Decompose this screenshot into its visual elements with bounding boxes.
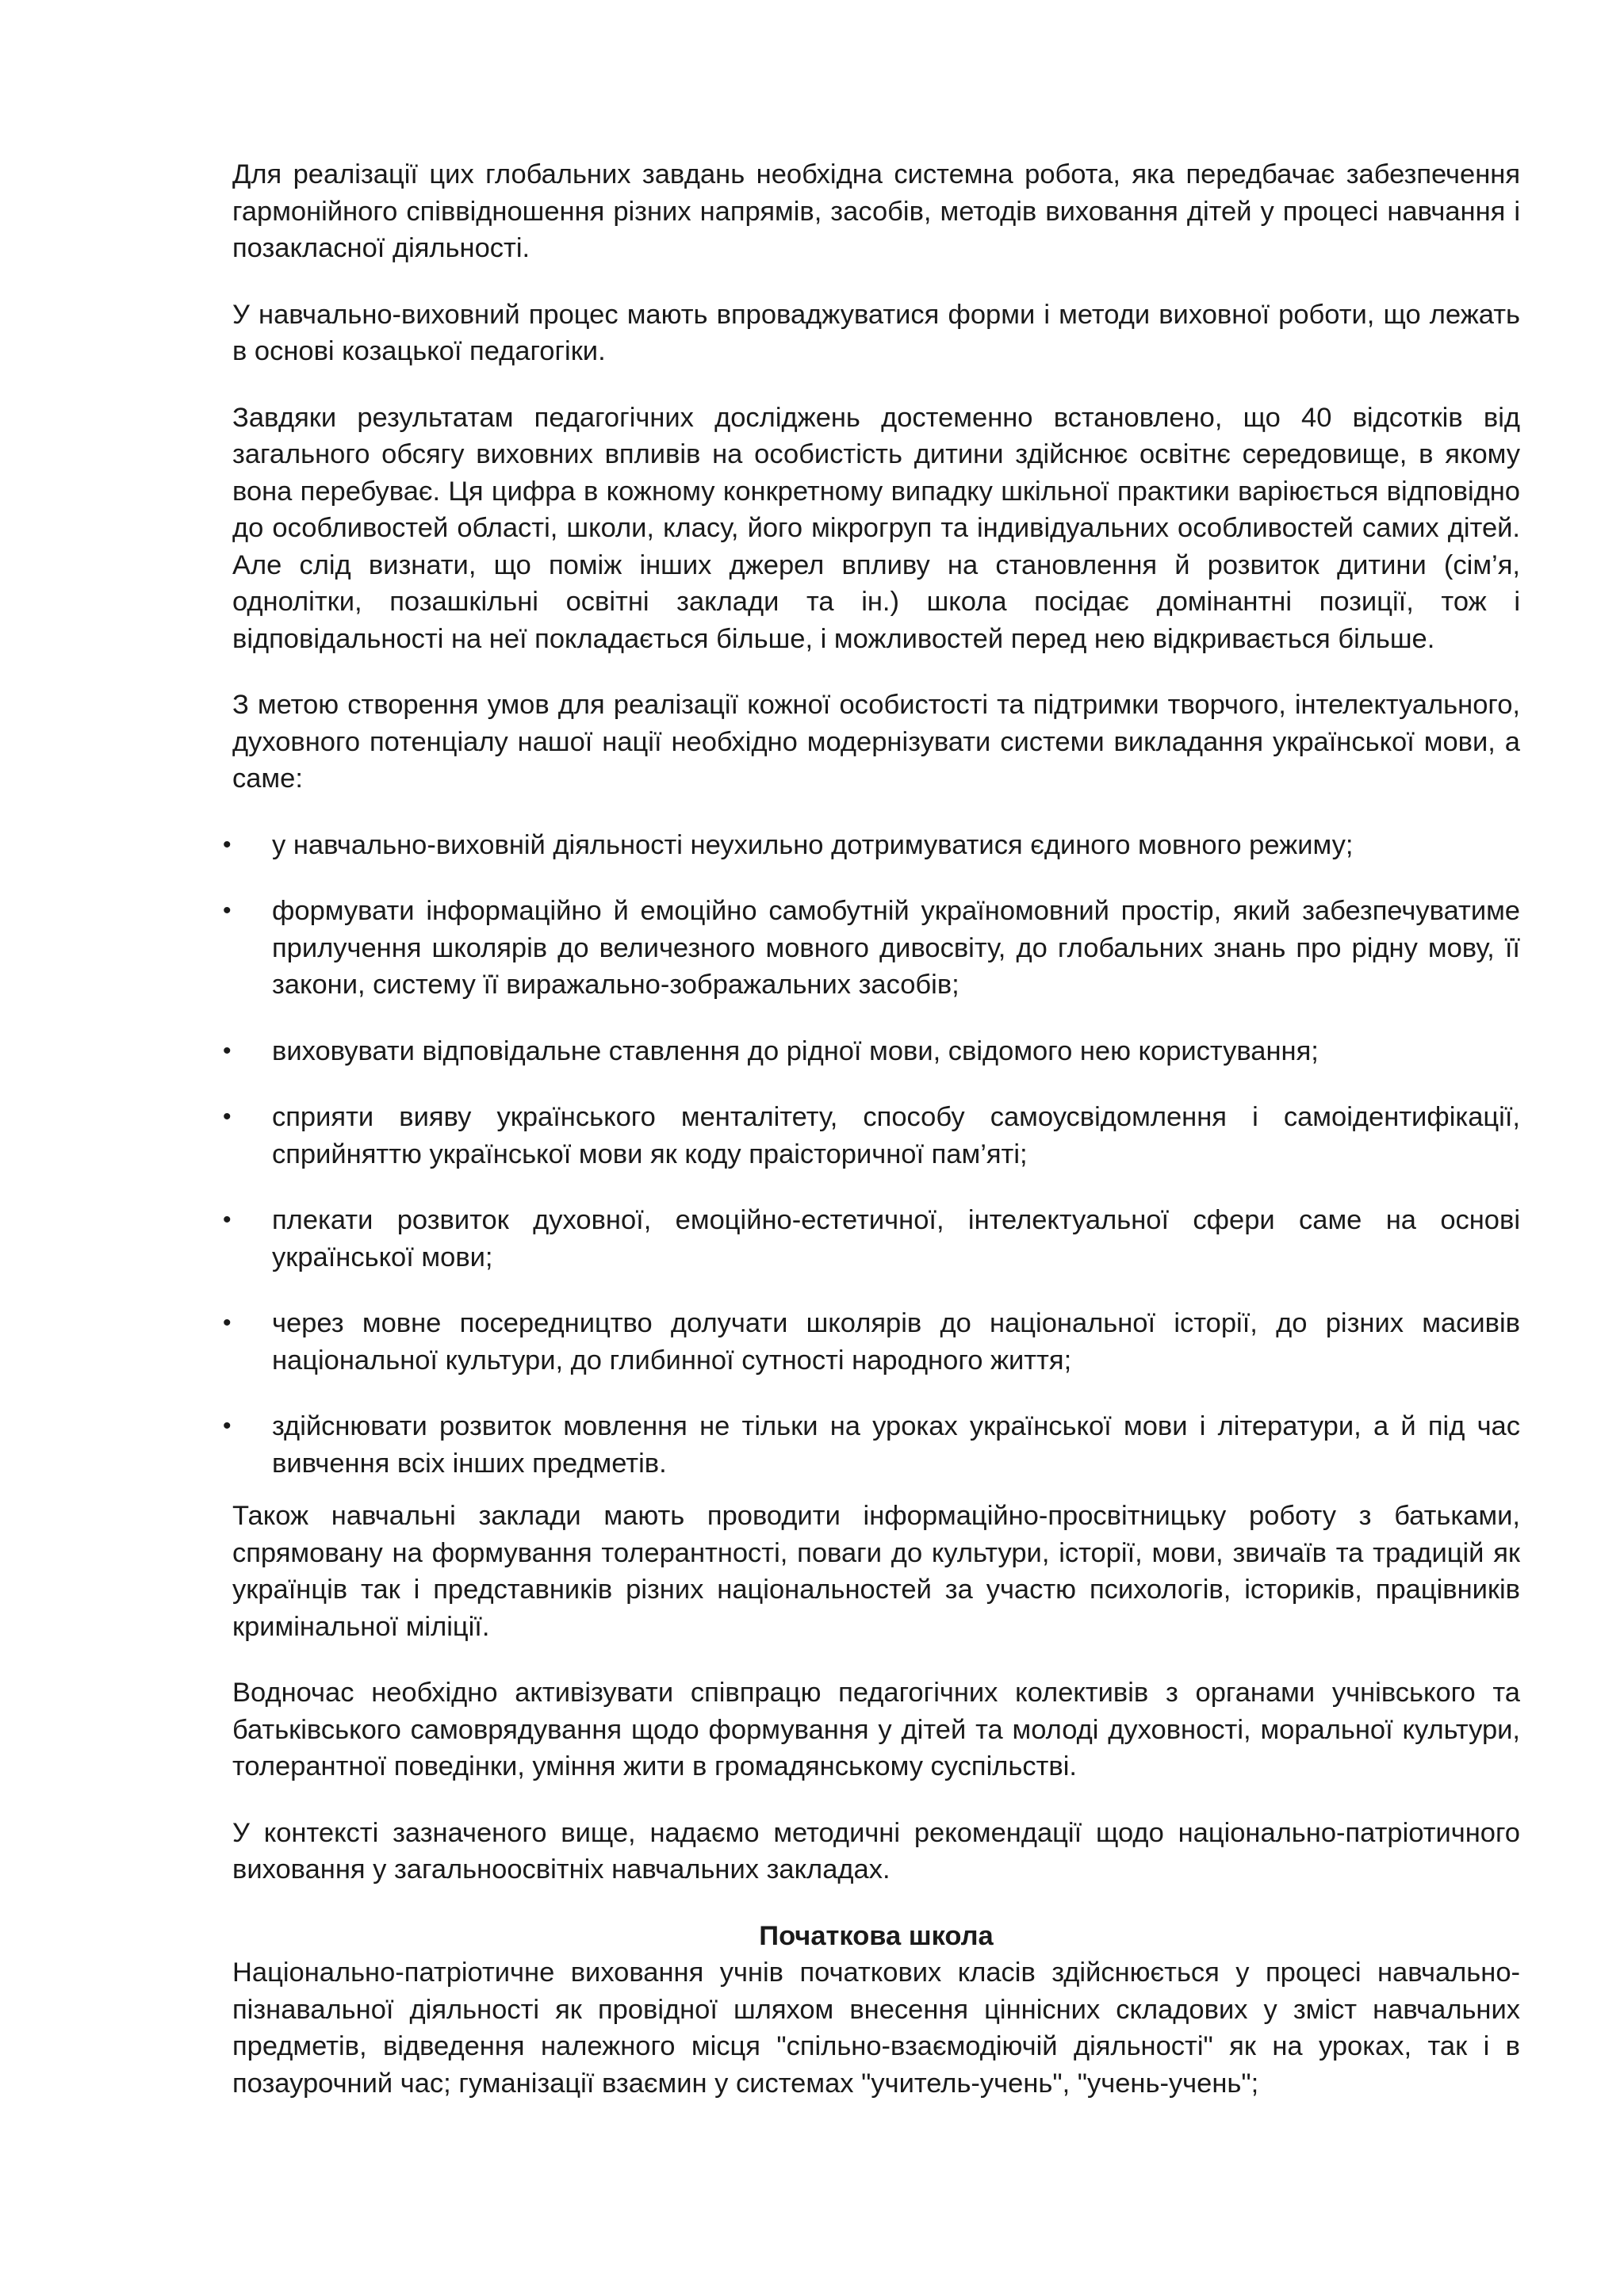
section-paragraph: Національно-патріотичне виховання учнів початкових класів здійснюється у процесі навчально-пізнавальної діяльності як провідної шляхом внесення ціннісних складових у зміст навчальних предметів, відведення належного місця "спільно-взаємодіючій діяльності" як на уроках, так і в позаурочний час; гуманізації взаємин у системах "учитель-учень", "учень-учень"; (232, 1957, 1520, 2099)
list-item-text: плекати розвиток духовної, емоційно-естетичної, інтелектуальної сфери саме на основі української мови; (272, 1205, 1520, 1272)
bullet-icon: • (223, 1413, 232, 1439)
recommendation-list (223, 827, 1520, 1483)
bullet-icon: • (223, 897, 232, 924)
list-item (223, 1099, 1520, 1173)
list-item-text: через мовне посередництво долучати школярів до національної історії, до різних масивів національної культури, до глибинної сутності народного життя; (272, 1308, 1520, 1376)
paragraph: Також навчальні заклади мають проводити інформаційно-просвітницьку роботу з батьками, спрямовану на формування толерантності, поваги до культури, історії, мови, звичаїв та традицій як українців так і представників різних національностей за участю психологів, істориків, працівників кримінальної міліції. (232, 1501, 1520, 1642)
paragraph: Для реалізації цих глобальних завдань необхідна системна робота, яка передбачає забезпечення гармонійного співвідношення різних напрямів, засобів, методів виховання дітей у процесі навчання і позакласної діяльності. (232, 159, 1520, 263)
paragraph: У навчально-виховний процес мають впроваджуватися форми і методи виховної роботи, що лежать в основі козацької педагогіки. (232, 299, 1520, 366)
list-item (223, 1033, 1520, 1070)
paragraph: З метою створення умов для реалізації кожної особистості та підтримки творчого, інтелектуального, духовного потенціалу нашої нації необхідно модернізувати системи викладання української мови, а саме: (232, 690, 1520, 794)
bullet-icon: • (223, 1310, 232, 1336)
document-page (223, 156, 1520, 2102)
bullet-icon: • (223, 831, 232, 858)
paragraph: Водночас необхідно активізувати співпрацю педагогічних колективів з органами учнівського та батьківського самоврядування щодо формування у дітей та молоді духовності, моральної культури, толерантної поведінки, уміння жити в громадянському суспільстві. (232, 1678, 1520, 1781)
list-item-text: здійснювати розвиток мовлення не тільки на уроках української мови і літератури, а й під час вивчення всіх інших предметів. (272, 1411, 1520, 1479)
list-item-text: виховувати відповідальне ставлення до рідної мови, свідомого нею користування; (272, 1035, 1319, 1066)
list-item (223, 827, 1520, 864)
list-item (223, 1202, 1520, 1276)
list-item-text: сприяти вияву українського менталітету, способу самоусвідомлення і самоідентифікації, сприйняттю української мови як коду праісторичної пам’яті; (272, 1102, 1520, 1169)
bullet-icon: • (223, 1207, 232, 1233)
list-item (223, 1305, 1520, 1379)
section-heading: Початкова школа (759, 1920, 994, 1951)
paragraph: Завдяки результатам педагогічних досліджень достеменно встановлено, що 40 відсотків від загального обсягу виховних впливів на особистість дитини здійснює освітнє середовище, в якому вона перебуває. Ця цифра в кожному конкретному випадку шкільної практики варіюється відповідно до особливостей області, школи, класу, його мікрогруп та індивідуальних особливостей самих дітей. Але слід визнати, що поміж інших джерел впливу на становлення й розвиток дитини (сім’я, однолітки, позашкільні освітні заклади та ін.) школа посідає домінантні позиції, тож і відповідальності на неї покладається більше, і можливостей перед нею відкривається більше. (232, 402, 1520, 654)
list-item-text: формувати інформаційно й емоційно самобутній україномовний простір, який забезпечуватиме прилучення школярів до величезного мовного дивосвіту, до глобальних знань про рідну мову, її закони, систему її виражально-зображальних засобів; (272, 896, 1520, 1000)
bullet-icon: • (223, 1037, 232, 1064)
paragraph: У контексті зазначеного вище, надаємо методичні рекомендації щодо національно-патріотичного виховання у загальноосвітніх навчальних закладах. (232, 1817, 1520, 1885)
list-item-text: у навчально-виховній діяльності неухильно дотримуватися єдиного мовного режиму; (272, 829, 1354, 860)
list-item (223, 893, 1520, 1004)
bullet-icon: • (223, 1104, 232, 1130)
list-item (223, 1408, 1520, 1482)
